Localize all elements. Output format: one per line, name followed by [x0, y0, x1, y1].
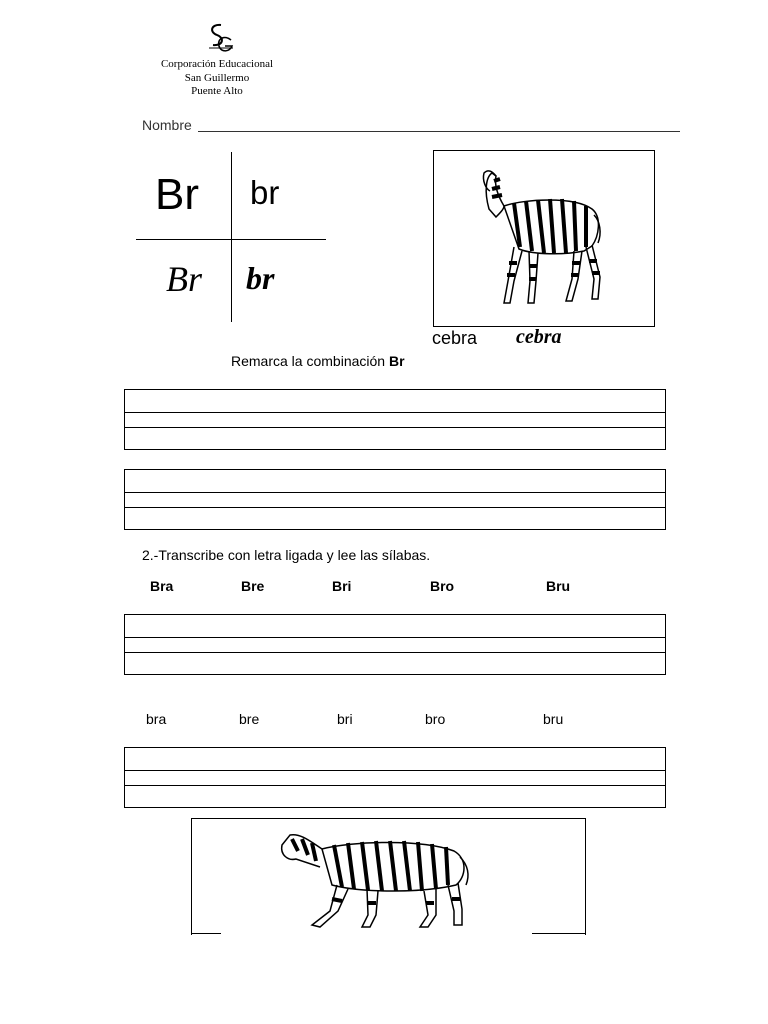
uppercase-script-letters: Br [166, 259, 202, 299]
writing-lines-1[interactable] [124, 389, 666, 450]
school-name [120, 58, 314, 99]
lowercase-print-letters: br [250, 174, 280, 211]
school-line-2: San Guillermo [184, 71, 250, 84]
writing-lines-3[interactable] [124, 614, 666, 675]
writing-lines-2[interactable] [124, 469, 666, 530]
syllable-upper-4: Bro [430, 578, 455, 594]
bottom-picture-frame [191, 818, 586, 935]
name-label: Nombre [142, 117, 192, 133]
syllable-lower-4: bro [425, 711, 446, 727]
school-line-1: Corporación Educacional [160, 58, 274, 70]
syllable-lower-2: bre [239, 711, 260, 727]
school-line-3: Puente Alto [191, 85, 243, 97]
syllable-upper-1: Bra [150, 578, 174, 594]
syllable-lower-5: bru [543, 711, 564, 727]
syllable-upper-3: Bri [332, 578, 352, 594]
grid-vertical-line [231, 152, 232, 322]
syllable-lower-1: bra [146, 711, 167, 727]
bottom-frame-edge-left [191, 933, 221, 934]
exercise1-text: Remarca la combinación [231, 353, 389, 369]
writing-lines-4[interactable] [124, 747, 666, 808]
syllable-upper-2: Bre [241, 578, 265, 594]
word-script: cebra [516, 326, 562, 348]
lowercase-script-letters: br [246, 260, 275, 296]
exercise1-instruction [231, 353, 405, 369]
syllable-lower-3: bri [337, 711, 353, 727]
zebra-icon [434, 151, 654, 326]
zebra-icon [192, 819, 585, 935]
uppercase-print-letters: Br [155, 170, 199, 219]
school-logo-icon [203, 22, 235, 56]
exercise1-bold: Br [388, 353, 405, 369]
exercise2-instruction: 2.-Transcribe con letra ligada y lee las sílabas. [142, 547, 431, 563]
word-print: cebra [432, 328, 478, 348]
grid-horizontal-line [136, 239, 326, 240]
zebra-picture-frame [433, 150, 655, 327]
bottom-frame-edge-right [532, 933, 585, 934]
syllable-upper-5: Bru [546, 578, 571, 594]
name-input-line[interactable] [198, 131, 680, 132]
